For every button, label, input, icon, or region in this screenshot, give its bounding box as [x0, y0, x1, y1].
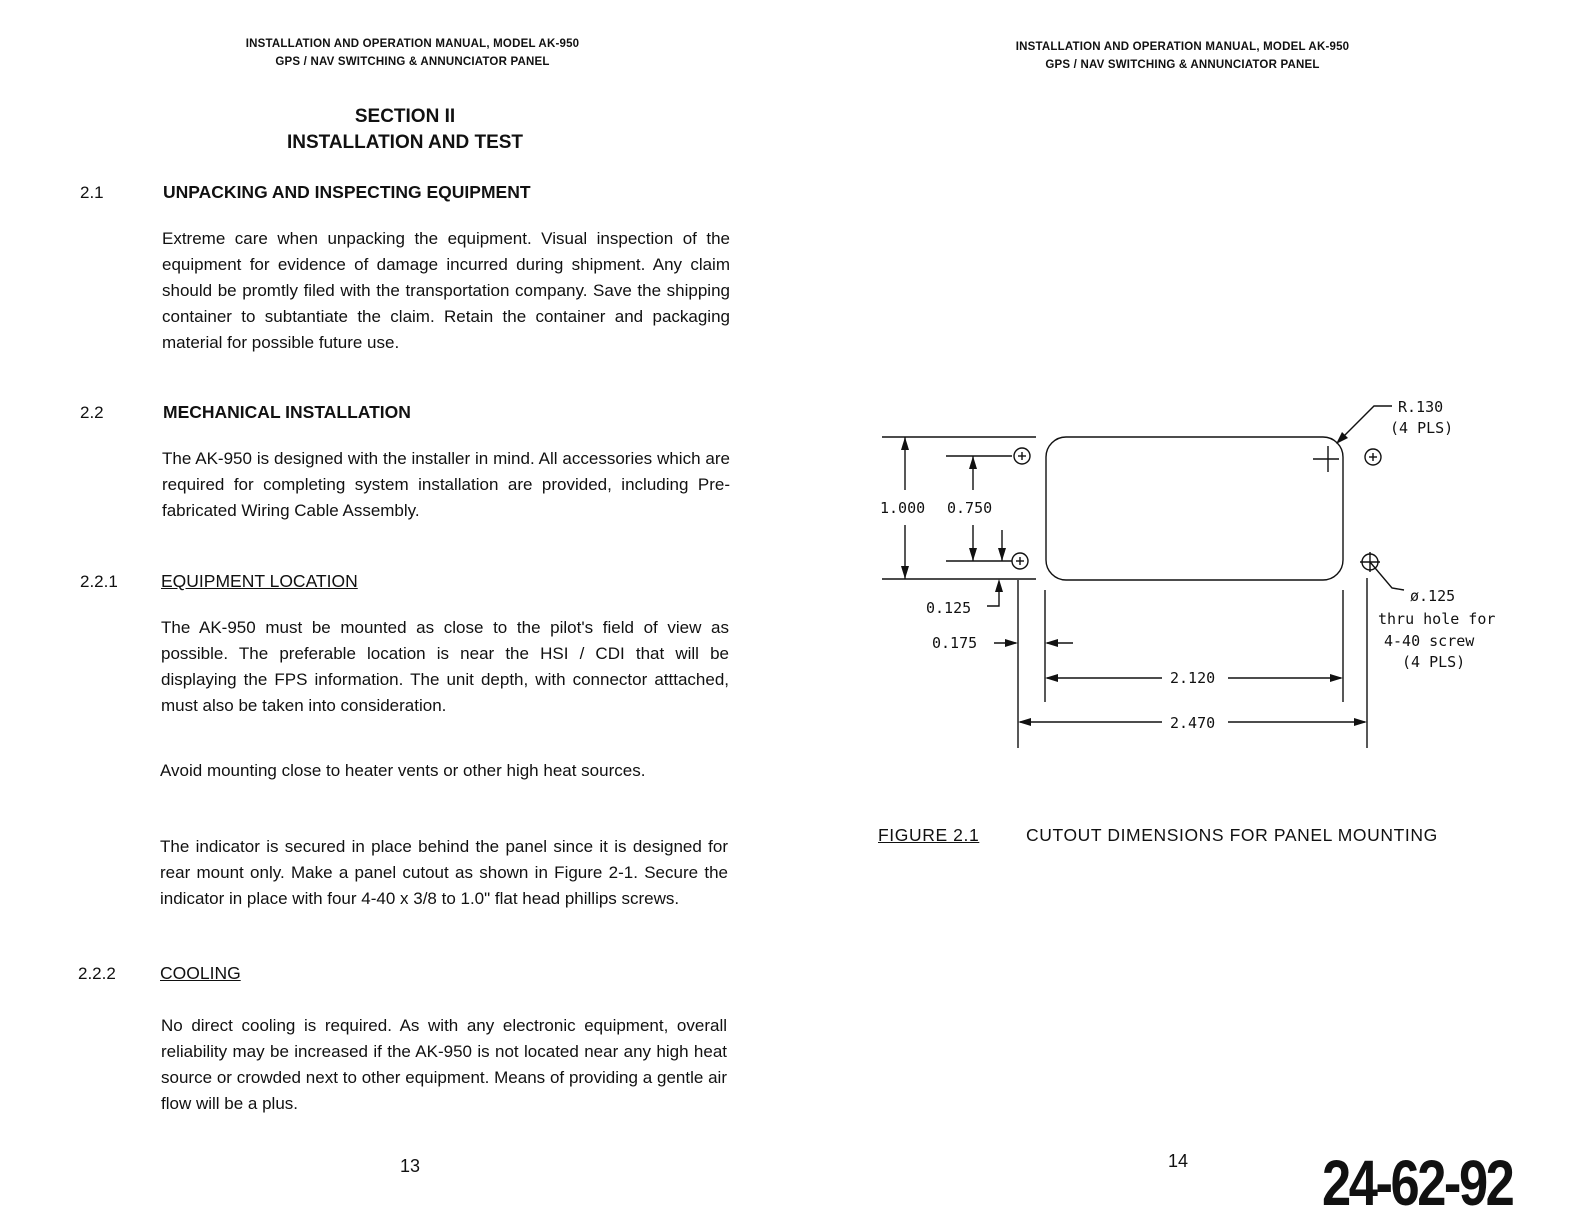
cutout-dimension-drawing: [790, 0, 1584, 820]
left-page: [0, 0, 790, 1224]
section-name: INSTALLATION AND TEST: [286, 132, 524, 153]
hole-count: (4 PLS): [1402, 653, 1466, 671]
section-2-2-1-body-3: The indicator is secured in place behind the panel since it is designed for rear mount only. Make a panel cutout as shown in Figure 2-1. Secure the indicator in place with four 4-40 x 3/8 to 1.0" flat head phillips screws.: [160, 837, 728, 908]
running-head-line2: GPS / NAV SWITCHING & ANNUNCIATOR PANEL: [1045, 59, 1320, 71]
section-2-2-body: The AK-950 is designed with the installer in mind. All accessories which are required for completing system installation are provided, including Pre-fabricated Wiring Cable Assembly.: [162, 449, 730, 520]
running-head-line1: INSTALLATION AND OPERATION MANUAL, MODEL AK-950: [245, 38, 580, 50]
section-2-2-2-heading: COOLING: [160, 963, 241, 983]
hole-note-line1: thru hole for: [1378, 610, 1496, 628]
section-2-1-heading: UNPACKING AND INSPECTING EQUIPMENT: [163, 182, 531, 202]
page-number: 14: [1168, 1151, 1189, 1171]
section-2-1-body: Extreme care when unpacking the equipment. Visual inspection of the equipment for evidence of damage incurred during shipment. Any claim should be promtly filed with the transportation company. Save the shipping container to subtantiate the claim. Retain the container and packaging material for possible future use.: [162, 229, 730, 352]
hole-diameter-label: ø.125: [1410, 587, 1456, 605]
dim-height-inner: 0.750: [947, 499, 993, 517]
section-2-2-1-body-2: Avoid mounting close to heater vents or other high heat sources.: [160, 761, 646, 780]
dim-height-outer: 1.000: [880, 499, 926, 517]
section-number: SECTION II: [354, 106, 456, 127]
section-2-1-number: 2.1: [80, 183, 104, 202]
section-2-2-1-number: 2.2.1: [80, 572, 118, 591]
figure-label: FIGURE 2.1: [878, 825, 980, 845]
figure-caption: CUTOUT DIMENSIONS FOR PANEL MOUNTING: [1026, 825, 1438, 845]
radius-label: R.130: [1398, 398, 1444, 416]
running-head-line2: GPS / NAV SWITCHING & ANNUNCIATOR PANEL: [275, 56, 550, 68]
dim-edge-vertical: 0.125: [926, 599, 972, 617]
dim-width-inner: 2.120: [1170, 669, 1216, 687]
dim-edge-horizontal: 0.175: [932, 634, 978, 652]
document-code: 24-62-92: [1322, 1147, 1513, 1219]
right-page: [790, 0, 1584, 1224]
section-2-2-2-number: 2.2.2: [78, 964, 116, 983]
hole-note-line2: 4-40 screw: [1384, 632, 1475, 650]
section-title: [230, 104, 580, 156]
section-2-2-2-body: No direct cooling is required. As with any electronic equipment, overall reliability may be increased if the AK-950 is not located near any high heat source or crowded next to other equipment. Means of providing a gentle air flow will be a plus.: [161, 1016, 727, 1113]
section-2-2-1-heading: EQUIPMENT LOCATION: [161, 571, 358, 591]
radius-count: (4 PLS): [1390, 419, 1454, 437]
dim-width-outer: 2.470: [1170, 714, 1216, 732]
section-2-2-heading: MECHANICAL INSTALLATION: [163, 402, 411, 422]
page-number: 13: [400, 1156, 421, 1176]
running-head: [150, 35, 675, 71]
running-head-line1: INSTALLATION AND OPERATION MANUAL, MODEL AK-950: [1015, 41, 1350, 53]
section-2-2-1-body-1: The AK-950 must be mounted as close to the pilot's field of view as possible. The preferable location is near the HSI / CDI that will be displaying the FPS information. The unit depth, with connector atttached, must also be taken into consideration.: [161, 618, 729, 715]
panel-cutout-outline: [1046, 437, 1343, 580]
section-2-2-number: 2.2: [80, 403, 104, 422]
